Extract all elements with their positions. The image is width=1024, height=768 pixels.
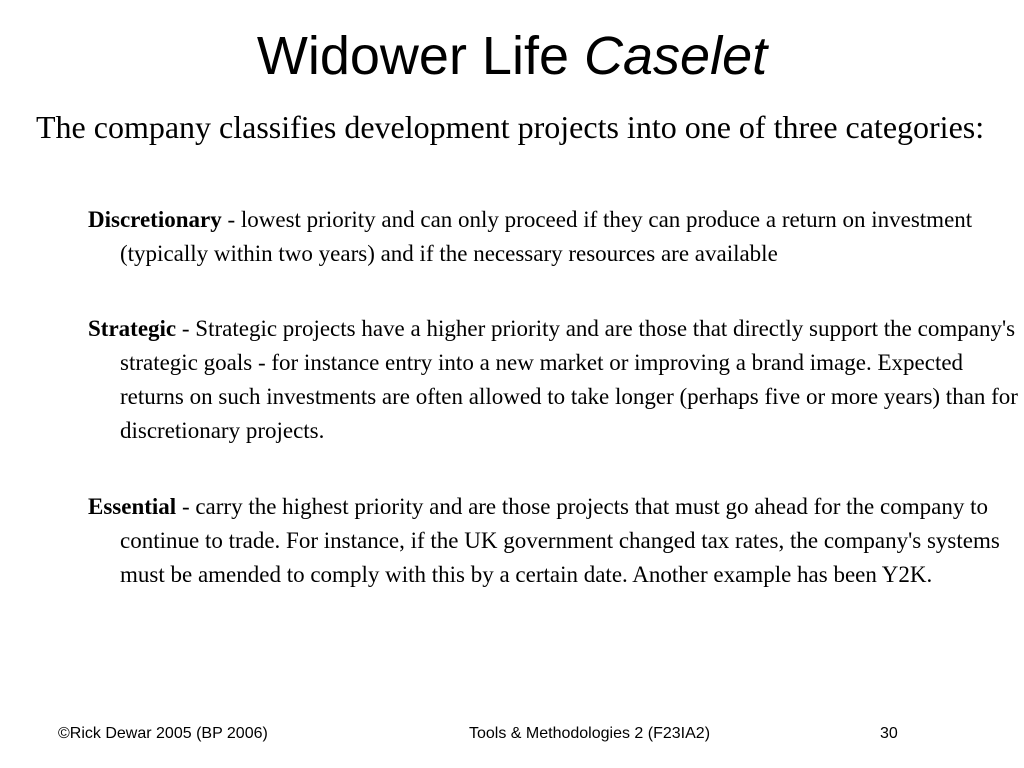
category-description: - carry the highest priority and are those projects that must go ahead for the company to continue to trade. For instance, if the UK government changed tax rates, the company's systems must be amended to comply with this by a certain date. Another example has been Y2K. [120, 494, 1000, 587]
category-term: Essential [88, 494, 177, 519]
footer-course: Tools & Methodologies 2 (F23IA2) [469, 725, 711, 742]
category-description: - Strategic projects have a higher priority and are those that directly support the company's strategic goals - for instance entry into a new market or improving a brand image. Expected returns on such investments are often allowed to take longer (perhaps five or more years) than for discretionary projects. [120, 316, 1018, 443]
slide-title-main: Widower Life [256, 26, 585, 86]
category-description: - lowest priority and can only proceed if they can produce a return on investment (typically within two years) and if the necessary resources are available [120, 207, 973, 266]
slide-title [0, 24, 1024, 88]
category-term: Strategic [88, 316, 177, 341]
category-essential [88, 490, 1020, 592]
category-discretionary [88, 203, 1020, 271]
category-term: Discretionary [88, 207, 222, 232]
footer-copyright: ©Rick Dewar 2005 (BP 2006) [58, 725, 268, 742]
footer-page-number: 30 [880, 725, 898, 742]
intro-paragraph: The company classifies development projects into one of three categories: [36, 109, 985, 145]
slide-title-italic: Caselet [584, 26, 768, 86]
category-strategic [88, 312, 1020, 448]
